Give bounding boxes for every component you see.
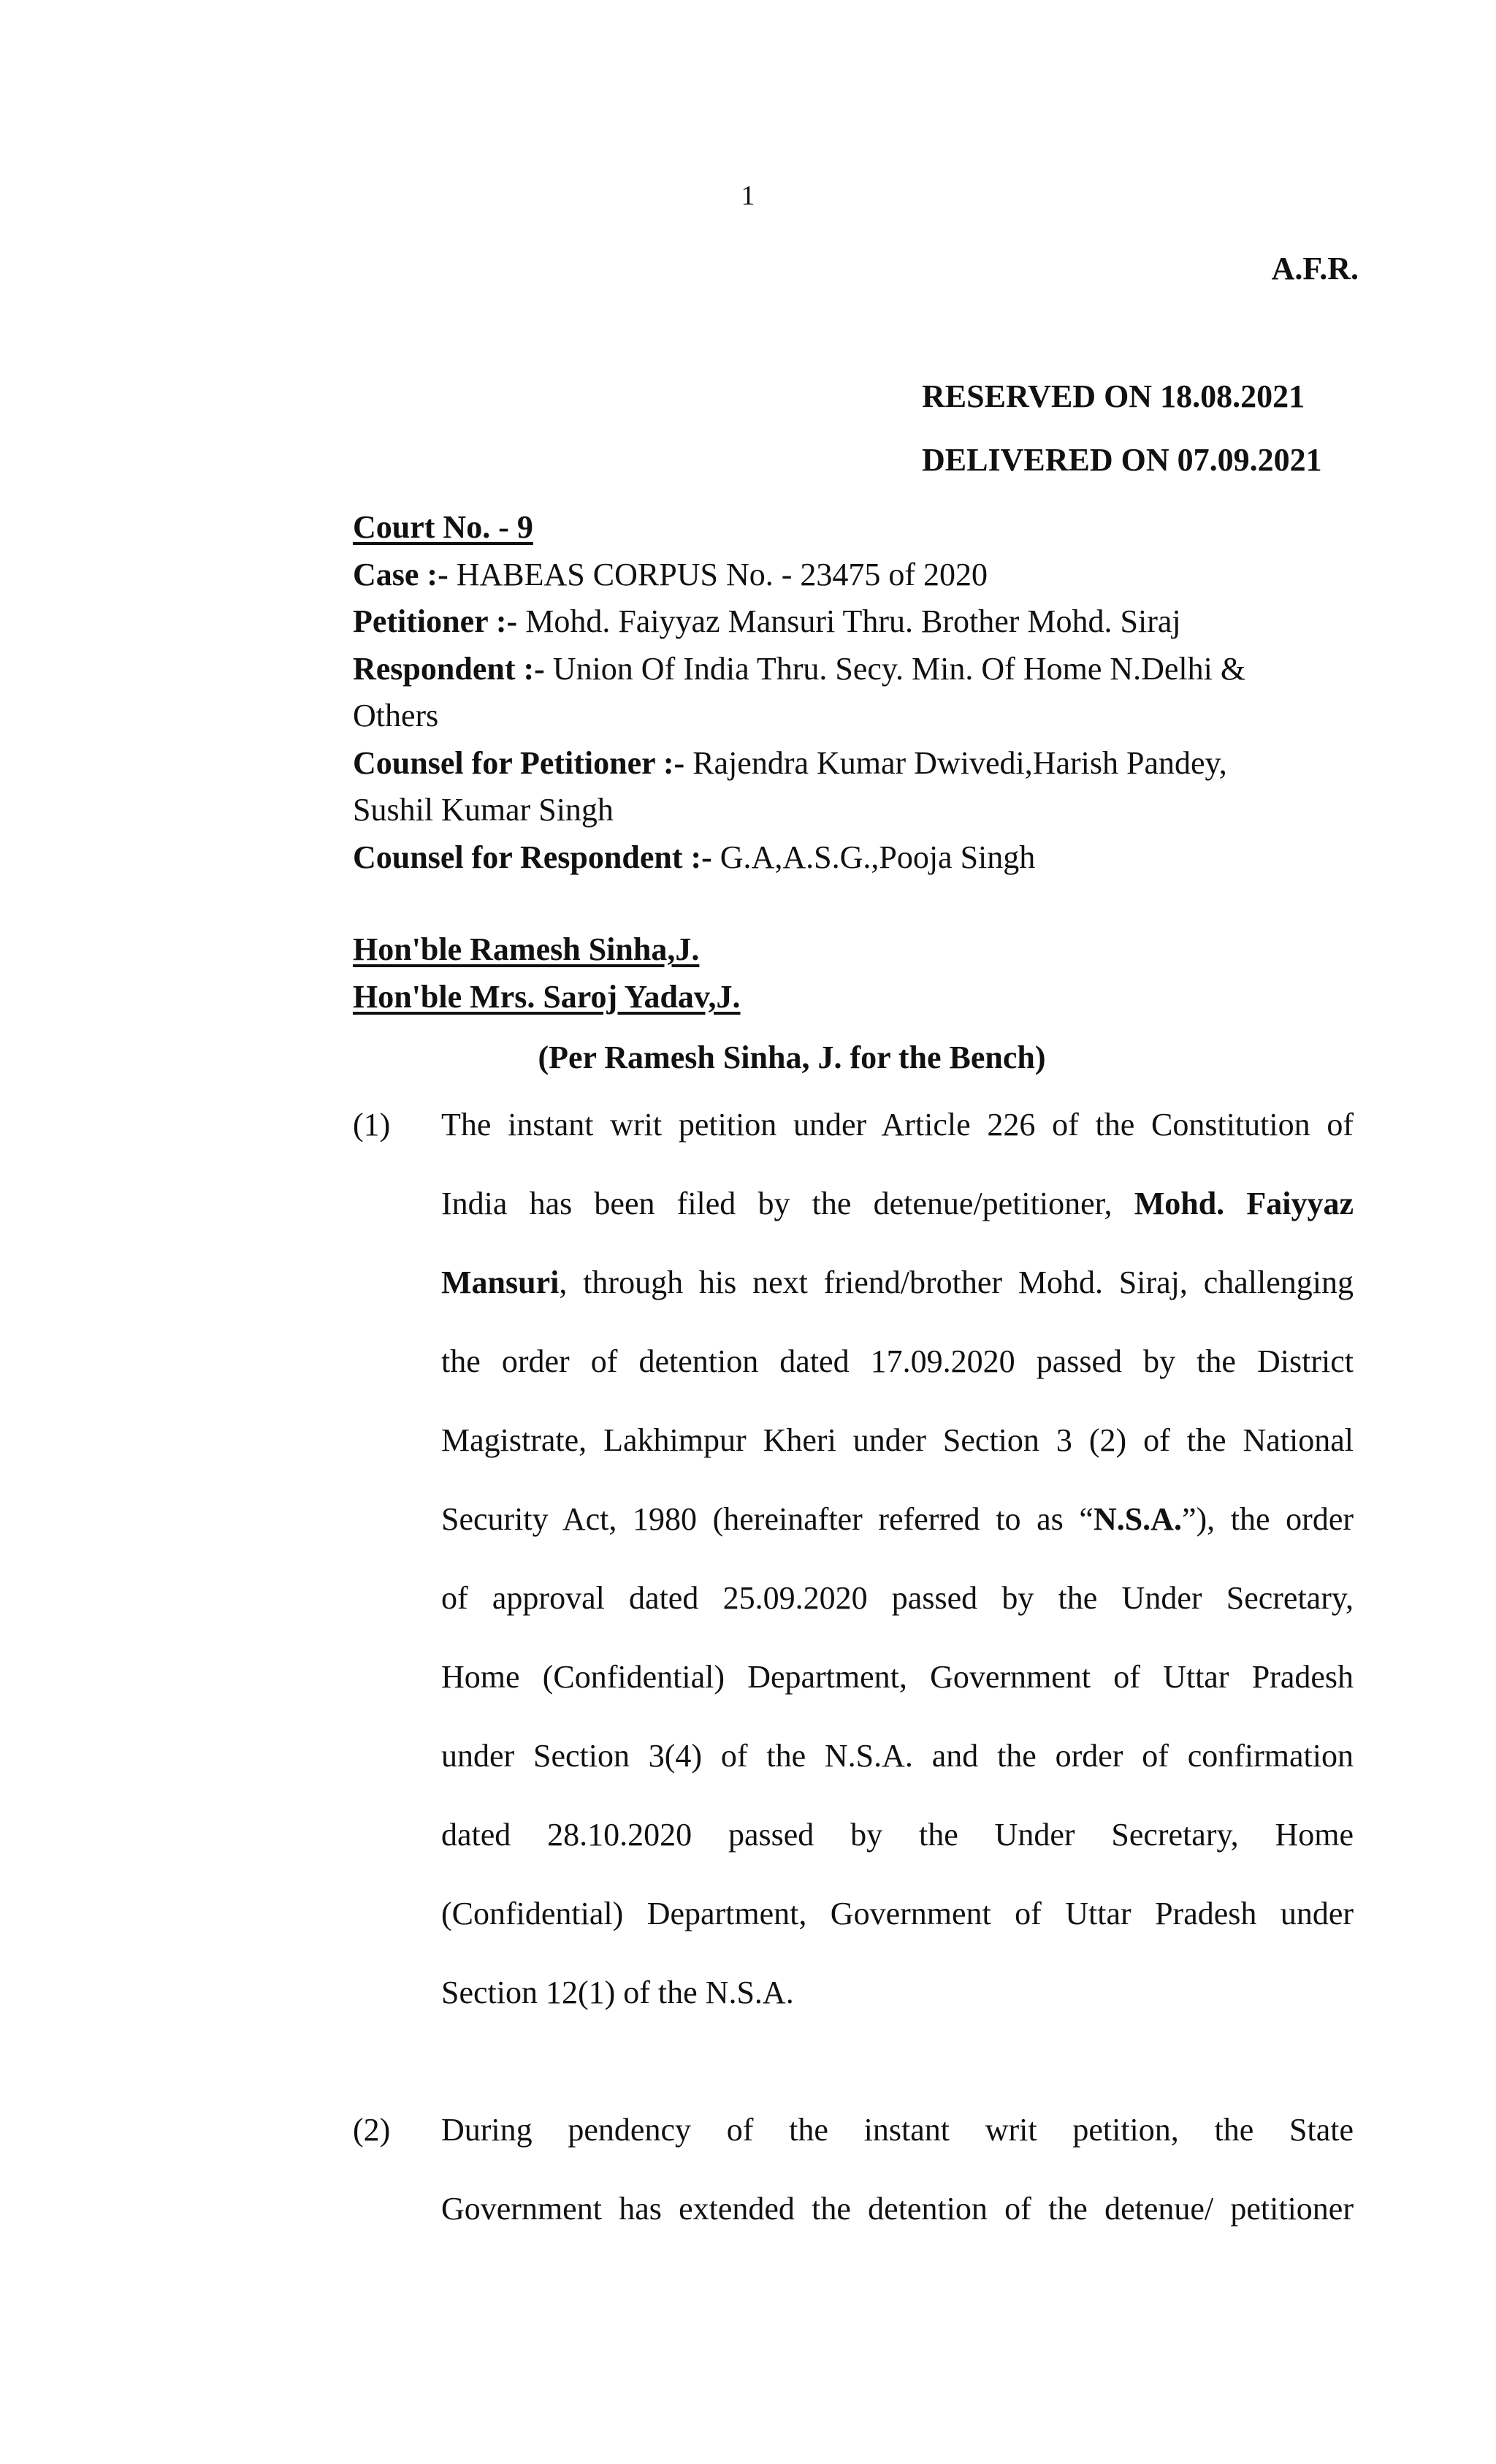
counsel-petitioner-line [353, 740, 1354, 787]
paragraph-1-line: Home (Confidential) Department, Government of Uttar Pradesh [441, 1659, 1354, 1695]
judge-2: Hon'ble Mrs. Saroj Yadav,J. [353, 978, 741, 1015]
paragraph-2-number: (2) [353, 2112, 391, 2148]
respondent-label: Respondent :- [353, 650, 545, 687]
paragraph-1-line [441, 1499, 1354, 1578]
per-bench-heading: (Per Ramesh Sinha, J. for the Bench) [538, 1040, 1046, 1075]
paragraph-1-line [441, 1183, 1354, 1262]
paragraph-2-body [441, 2110, 1354, 2267]
paragraph-1-text: , through his next friend/brother Mohd. Siraj, challenging [559, 1265, 1354, 1300]
counsel-respondent-label: Counsel for Respondent :- [353, 839, 712, 875]
paragraph-1-line: dated 28.10.2020 passed by the Under Secretary, Home [441, 1817, 1354, 1853]
counsel-petitioner-line-2 [353, 787, 1354, 834]
case-label: Case :- [353, 556, 449, 592]
paragraph-1-number: (1) [353, 1107, 391, 1143]
afr-marker: A.F.R. [1271, 251, 1359, 286]
counsel-respondent-line [353, 834, 1354, 882]
counsel-petitioner-value-1: Rajendra Kumar Dwivedi,Harish Pandey, [684, 744, 1227, 781]
paragraph-1-line: Section 12(1) of the N.S.A. [441, 1975, 794, 2010]
judge-1: Hon'ble Ramesh Sinha,J. [353, 931, 700, 967]
paragraph-1-line: under Section 3(4) of the N.S.A. and the order of confirmation [441, 1738, 1354, 1774]
paragraph-1-line: the order of detention dated 17.09.2020 passed by the District [441, 1343, 1354, 1379]
paragraph-2-line: Government has extended the detention of the detenue/ petitioner [441, 2191, 1354, 2227]
bench-judges [353, 926, 741, 1021]
court-line [353, 504, 1354, 552]
petitioner-line [353, 598, 1354, 646]
respondent-line [353, 646, 1354, 693]
respondent-value-1: Union Of India Thru. Secy. Min. Of Home N.Delhi & [544, 650, 1246, 687]
paragraph-1-text: Security Act, 1980 (hereinafter referred to as “ [441, 1501, 1094, 1537]
reserved-date: RESERVED ON 18.08.2021 [922, 378, 1305, 414]
detenue-name-part-1: Mohd. Faiyyaz [1134, 1186, 1354, 1221]
paragraph-1-line: (Confidential) Department, Government of Uttar Pradesh under [441, 1896, 1354, 1931]
counsel-respondent-value: G.A,A.S.G.,Pooja Singh [711, 839, 1036, 875]
counsel-petitioner-label: Counsel for Petitioner :- [353, 744, 685, 781]
paragraph-1-line: of approval dated 25.09.2020 passed by the Under Secretary, [441, 1580, 1354, 1616]
paragraph-1-line [441, 1262, 1354, 1341]
nsa-abbreviation: N.S.A. [1093, 1501, 1182, 1537]
paragraph-1-body [441, 1105, 1354, 2051]
paragraph-1-line: Magistrate, Lakhimpur Kheri under Section 3 (2) of the National [441, 1422, 1354, 1458]
counsel-petitioner-value-2: Sushil Kumar Singh [353, 792, 614, 828]
case-line [353, 552, 1354, 599]
paragraph-1-text: India has been filed by the detenue/petitioner, [441, 1186, 1113, 1221]
court-number: Court No. - 9 [353, 509, 533, 545]
respondent-value-2: Others [353, 698, 439, 733]
petitioner-value: Mohd. Faiyyaz Mansuri Thru. Brother Mohd. Siraj [517, 603, 1181, 639]
paragraph-2-line: During pendency of the instant writ petition, the State [441, 2112, 1354, 2148]
delivered-date: DELIVERED ON 07.09.2021 [922, 442, 1322, 478]
case-value: HABEAS CORPUS No. - 23475 of 2020 [448, 556, 988, 592]
case-header [353, 504, 1354, 881]
respondent-line-2 [353, 693, 1354, 740]
paragraph-1-line: The instant writ petition under Article 226 of the Constitution of [441, 1107, 1354, 1143]
paragraph-1-text: ”), the order [1181, 1501, 1354, 1537]
detenue-name-part-2: Mansuri [441, 1265, 560, 1300]
petitioner-label: Petitioner :- [353, 603, 518, 639]
page-number: 1 [741, 180, 755, 211]
